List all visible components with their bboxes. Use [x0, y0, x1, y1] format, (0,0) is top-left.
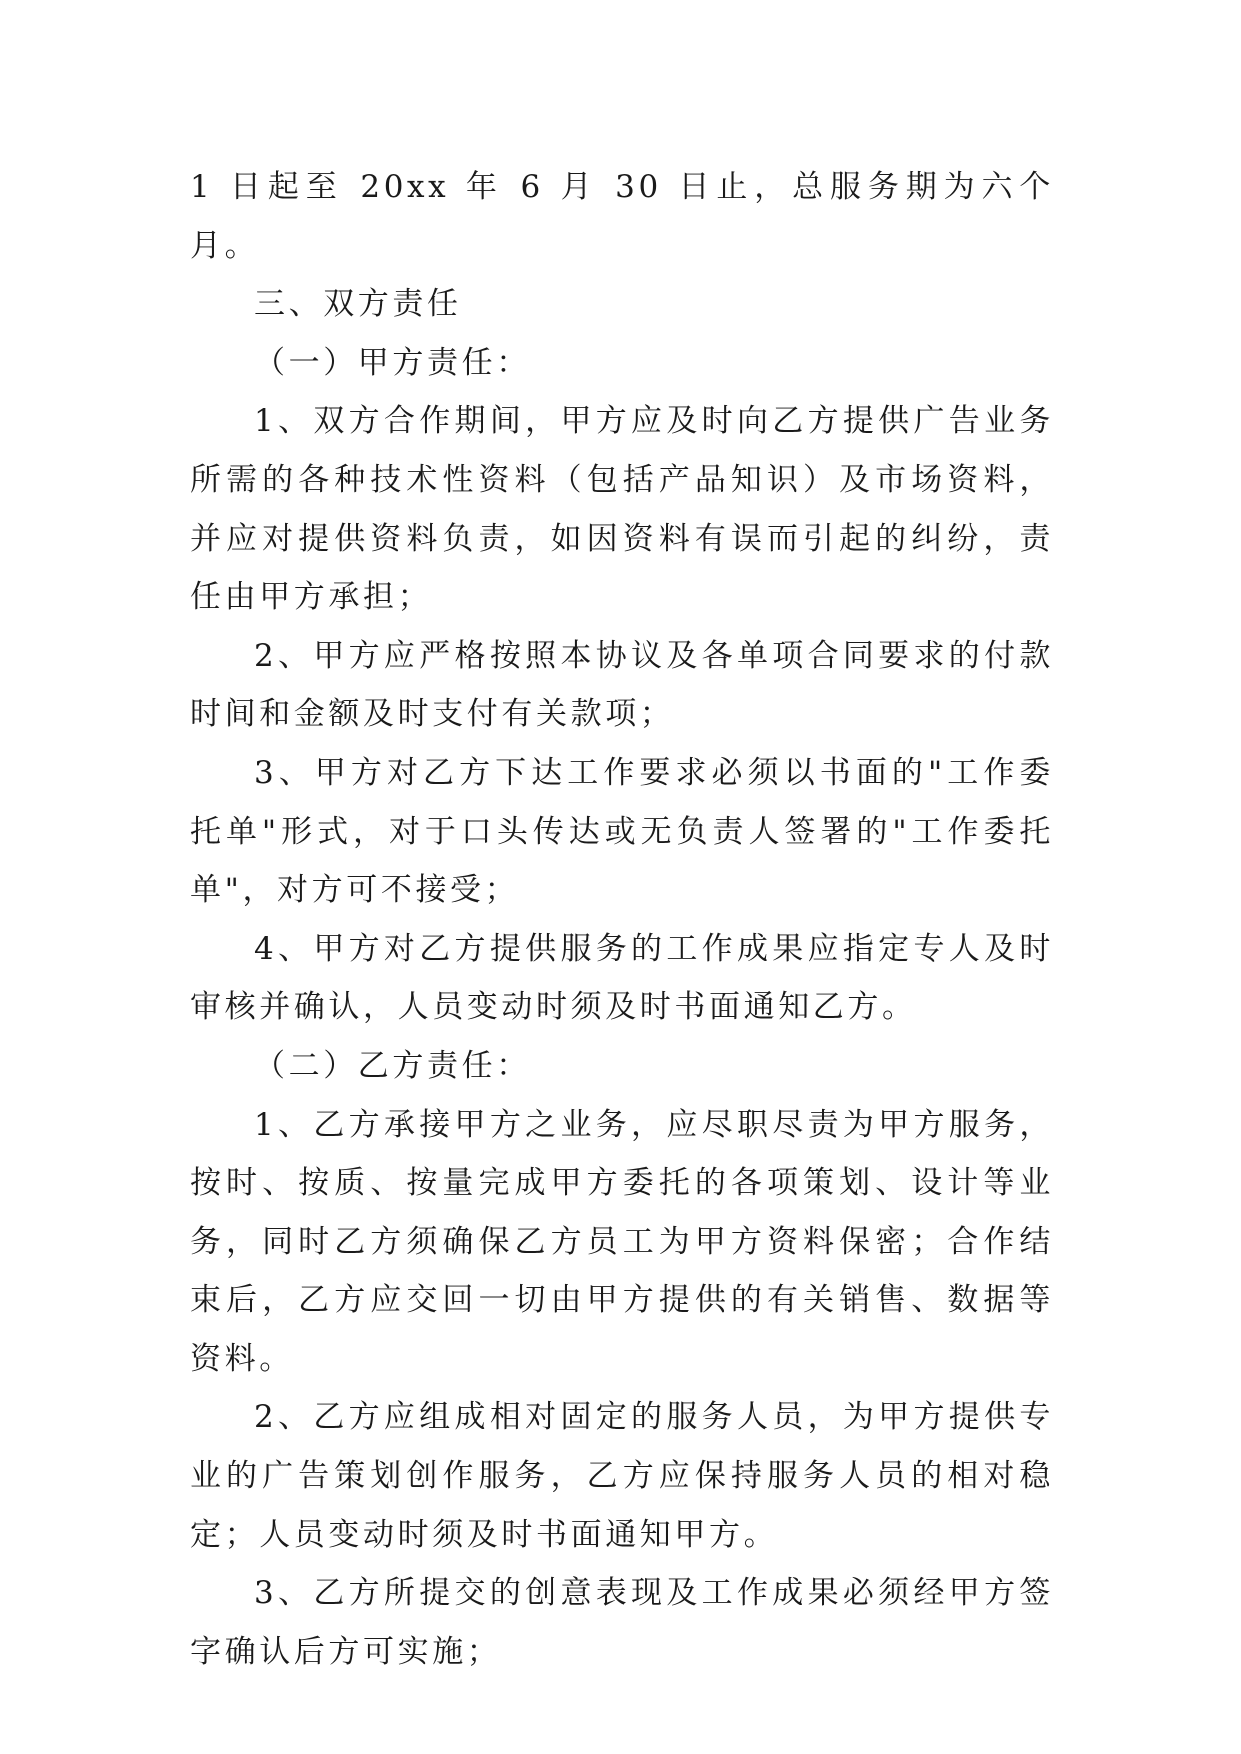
section-heading-responsibilities: 三、双方责任 — [254, 286, 462, 323]
subheading-party-b: （二）乙方责任： — [254, 1047, 531, 1084]
paragraph-party-b-item-1: 1、乙方承接甲方之业务，应尽职尽责为甲方服务，按时、按质、按量完成甲方委托的各项策划、设计等业务，同时乙方须确保乙方员工为甲方资料保密；合作结束后，乙方应交回一切由甲方提供的有关销售、数据等资料。 — [190, 1106, 1054, 1377]
paragraph-party-b-item-3: 3、乙方所提交的创意表现及工作成果必须经甲方签字确认后方可实施； — [190, 1575, 1054, 1670]
document-page — [190, 158, 1054, 1681]
paragraph-party-a-item-2: 2、甲方应严格按照本协议及各单项合同要求的付款时间和金额及时支付有关款项； — [190, 637, 1054, 733]
paragraph-party-b-item-2: 2、乙方应组成相对固定的服务人员，为甲方提供专业的广告策划创作服务，乙方应保持服务人员的相对稳定；人员变动时须及时书面通知甲方。 — [190, 1399, 1054, 1553]
subheading-party-a: （一）甲方责任： — [254, 344, 531, 381]
paragraph-party-a-item-1: 1、双方合作期间，甲方应及时向乙方提供广告业务所需的各种技术性资料（包括产品知识）及市场资料，并应对提供资料负责，如因资料有误而引起的纠纷，责任由甲方承担； — [190, 403, 1054, 616]
paragraph-service-period: 1 日起至 20xx 年 6 月 30 日止，总服务期为六个月。 — [190, 169, 1054, 264]
paragraph-party-a-item-4: 4、甲方对乙方提供服务的工作成果应指定专人及时审核并确认，人员变动时须及时书面通知乙方。 — [190, 930, 1054, 1026]
paragraph-party-a-item-3: 3、甲方对乙方下达工作要求必须以书面的"工作委托单"形式，对于口头传达或无负责人签署的"工作委托单"，对方可不接受； — [190, 754, 1054, 909]
